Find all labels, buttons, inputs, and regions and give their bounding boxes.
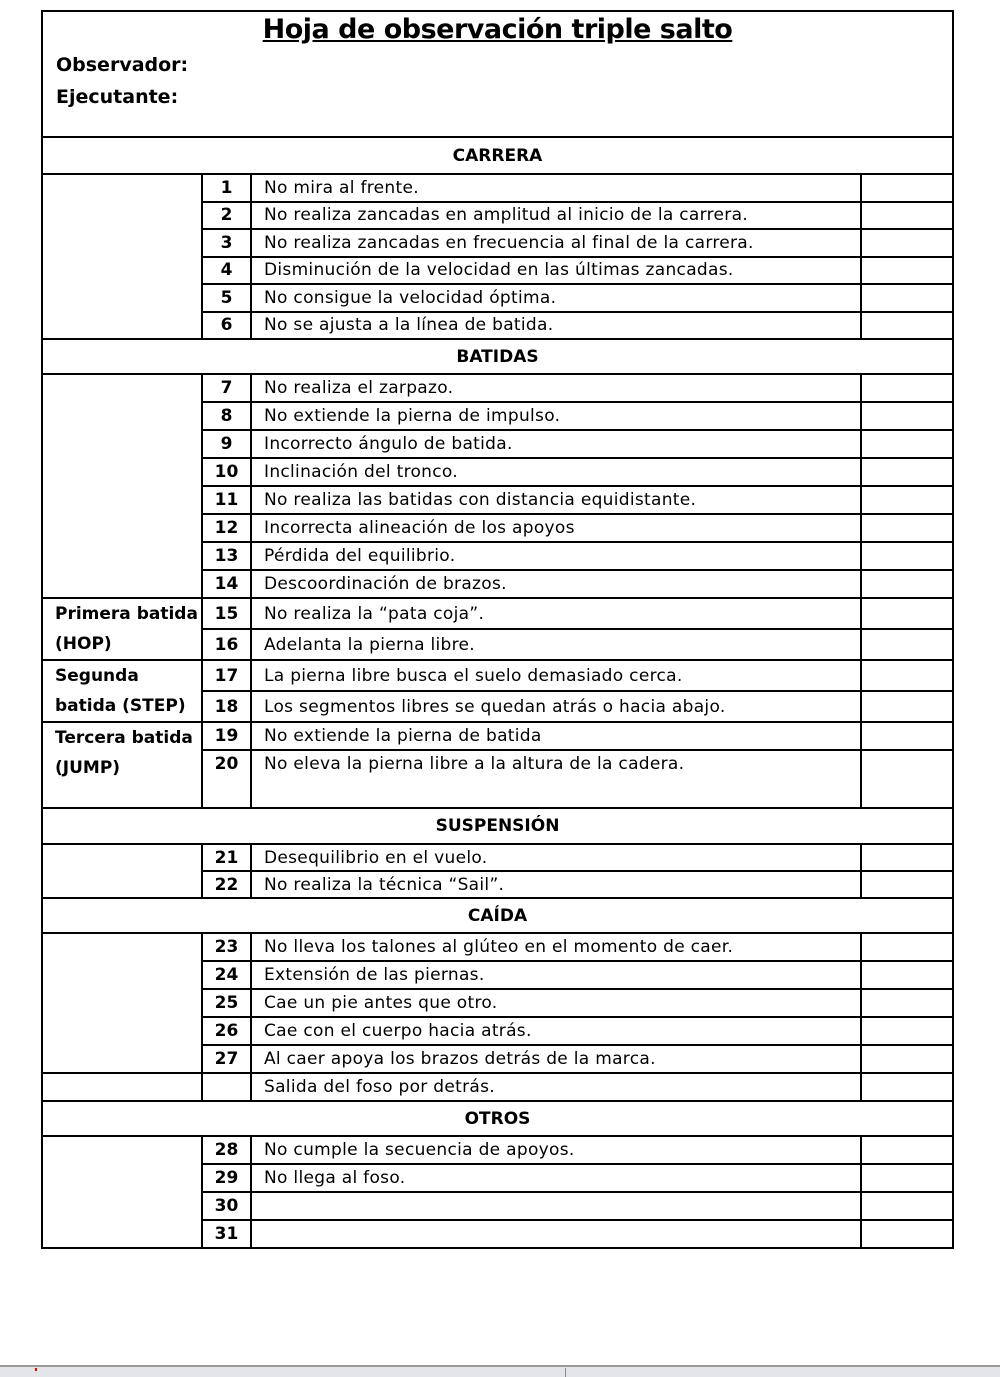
check-cell[interactable] [861, 284, 953, 312]
check-cell[interactable] [861, 486, 953, 514]
section-header-row [42, 137, 953, 174]
check-cell[interactable] [861, 629, 953, 660]
item-description: La pierna libre busca el suelo demasiado cerca. [251, 660, 861, 691]
item-number: 3 [202, 229, 251, 257]
check-cell[interactable] [861, 1164, 953, 1192]
item-row [42, 844, 953, 871]
check-cell[interactable] [861, 844, 953, 871]
item-number: 24 [202, 961, 251, 989]
item-description: No mira al frente. [251, 174, 861, 202]
check-cell[interactable] [861, 257, 953, 285]
section-title: OTROS [42, 1101, 953, 1136]
item-description: No lleva los talones al glúteo en el momento de caer. [251, 933, 861, 961]
section-header-row [42, 1101, 953, 1136]
blank-cell [42, 174, 202, 339]
header-row [42, 11, 953, 137]
check-cell[interactable] [861, 1045, 953, 1073]
check-cell[interactable] [861, 402, 953, 430]
check-cell[interactable] [861, 570, 953, 598]
section-title: CAÍDA [42, 898, 953, 933]
check-cell[interactable] [861, 312, 953, 340]
check-cell[interactable] [861, 514, 953, 542]
performer-label: Ejecutante: [56, 86, 179, 108]
item-number: 10 [202, 458, 251, 486]
item-description: No extiende la pierna de batida [251, 722, 861, 750]
blank-cell [42, 844, 202, 898]
check-cell[interactable] [861, 174, 953, 202]
item-number: 29 [202, 1164, 251, 1192]
item-description: Inclinación del tronco. [251, 458, 861, 486]
item-number: 22 [202, 871, 251, 898]
item-number: 23 [202, 933, 251, 961]
check-cell[interactable] [861, 989, 953, 1017]
item-row [42, 1073, 953, 1101]
check-cell[interactable] [861, 660, 953, 691]
item-description: Extensión de las piernas. [251, 961, 861, 989]
item-description: Al caer apoya los brazos detrás de la marca. [251, 1045, 861, 1073]
item-description: No realiza zancadas en amplitud al inicio de la carrera. [251, 202, 861, 230]
item-description: No llega al foso. [251, 1164, 861, 1192]
phase-label: Tercera batida (JUMP) [42, 722, 202, 808]
check-cell[interactable] [861, 374, 953, 402]
item-description: Cae un pie antes que otro. [251, 989, 861, 1017]
section-title: CARRERA [42, 137, 953, 174]
page-title: Hoja de observación triple salto [262, 14, 733, 45]
item-description: No cumple la secuencia de apoyos. [251, 1136, 861, 1164]
item-row [42, 174, 953, 202]
item-number: 8 [202, 402, 251, 430]
item-number: 25 [202, 989, 251, 1017]
item-number: 12 [202, 514, 251, 542]
item-number: 2 [202, 202, 251, 230]
blank-cell [42, 933, 202, 1073]
check-cell[interactable] [861, 1220, 953, 1248]
phase-label: Primera batida (HOP) [42, 598, 202, 660]
item-number: 28 [202, 1136, 251, 1164]
item-number: 30 [202, 1192, 251, 1220]
item-row [42, 374, 953, 402]
item-description: Adelanta la pierna libre. [251, 629, 861, 660]
item-description: No consigue la velocidad óptima. [251, 284, 861, 312]
item-number: 16 [202, 629, 251, 660]
item-number: 26 [202, 1017, 251, 1045]
section-header-row [42, 808, 953, 844]
item-number: 14 [202, 570, 251, 598]
check-cell[interactable] [861, 1017, 953, 1045]
item-description: No eleva la pierna libre a la altura de la cadera. [251, 750, 861, 808]
item-row [42, 598, 953, 629]
check-cell[interactable] [861, 961, 953, 989]
blank-cell [42, 374, 202, 598]
item-number: 19 [202, 722, 251, 750]
observation-sheet [41, 10, 954, 1249]
item-number: 7 [202, 374, 251, 402]
blank-cell [42, 1136, 202, 1248]
item-description: Descoordinación de brazos. [251, 570, 861, 598]
item-number: 6 [202, 312, 251, 340]
item-description: No realiza el zarpazo. [251, 374, 861, 402]
check-cell[interactable] [861, 1136, 953, 1164]
phase-label: Segunda batida (STEP) [42, 660, 202, 722]
item-description: No realiza la técnica “Sail”. [251, 871, 861, 898]
item-description: Los segmentos libres se quedan atrás o hacia abajo. [251, 691, 861, 722]
item-number: 13 [202, 542, 251, 570]
item-description: No realiza las batidas con distancia equidistante. [251, 486, 861, 514]
item-description: Pérdida del equilibrio. [251, 542, 861, 570]
check-cell[interactable] [861, 750, 953, 808]
check-cell[interactable] [861, 542, 953, 570]
item-description: Desequilibrio en el vuelo. [251, 844, 861, 871]
check-cell[interactable] [861, 458, 953, 486]
check-cell[interactable] [861, 871, 953, 898]
item-description: No realiza la “pata coja”. [251, 598, 861, 629]
item-number: 15 [202, 598, 251, 629]
sheet-header [42, 11, 953, 137]
item-number: 5 [202, 284, 251, 312]
status-divider [565, 1368, 566, 1377]
check-cell[interactable] [861, 1192, 953, 1220]
item-number: 21 [202, 844, 251, 871]
item-row [42, 722, 953, 750]
section-header-row [42, 339, 953, 374]
item-description: Incorrecta alineación de los apoyos [251, 514, 861, 542]
section-title: SUSPENSIÓN [42, 808, 953, 844]
check-cell[interactable] [861, 933, 953, 961]
item-description: Incorrecto ángulo de batida. [251, 430, 861, 458]
item-row [42, 1136, 953, 1164]
check-cell[interactable] [861, 691, 953, 722]
item-number [202, 1073, 251, 1101]
item-number: 20 [202, 750, 251, 808]
item-number: 17 [202, 660, 251, 691]
status-marker [35, 1368, 37, 1371]
item-row [42, 933, 953, 961]
item-number: 9 [202, 430, 251, 458]
check-cell[interactable] [861, 202, 953, 230]
item-number: 27 [202, 1045, 251, 1073]
blank-cell [42, 1073, 202, 1101]
item-number: 11 [202, 486, 251, 514]
section-header-row [42, 898, 953, 933]
item-number: 31 [202, 1220, 251, 1248]
item-description: No se ajusta a la línea de batida. [251, 312, 861, 340]
check-cell[interactable] [861, 430, 953, 458]
status-bar [0, 1365, 1000, 1377]
item-number: 4 [202, 257, 251, 285]
item-description: Disminución de la velocidad en las últimas zancadas. [251, 257, 861, 285]
check-cell[interactable] [861, 722, 953, 750]
check-cell[interactable] [861, 1073, 953, 1101]
item-description: No realiza zancadas en frecuencia al final de la carrera. [251, 229, 861, 257]
check-cell[interactable] [861, 229, 953, 257]
observer-label: Observador: [56, 54, 189, 76]
item-description: No extiende la pierna de impulso. [251, 402, 861, 430]
section-title: BATIDAS [42, 339, 953, 374]
item-row [42, 660, 953, 691]
item-description: Salida del foso por detrás. [251, 1073, 861, 1101]
item-number: 18 [202, 691, 251, 722]
check-cell[interactable] [861, 598, 953, 629]
item-description [251, 1220, 861, 1248]
item-description: Cae con el cuerpo hacia atrás. [251, 1017, 861, 1045]
item-number: 1 [202, 174, 251, 202]
item-description [251, 1192, 861, 1220]
